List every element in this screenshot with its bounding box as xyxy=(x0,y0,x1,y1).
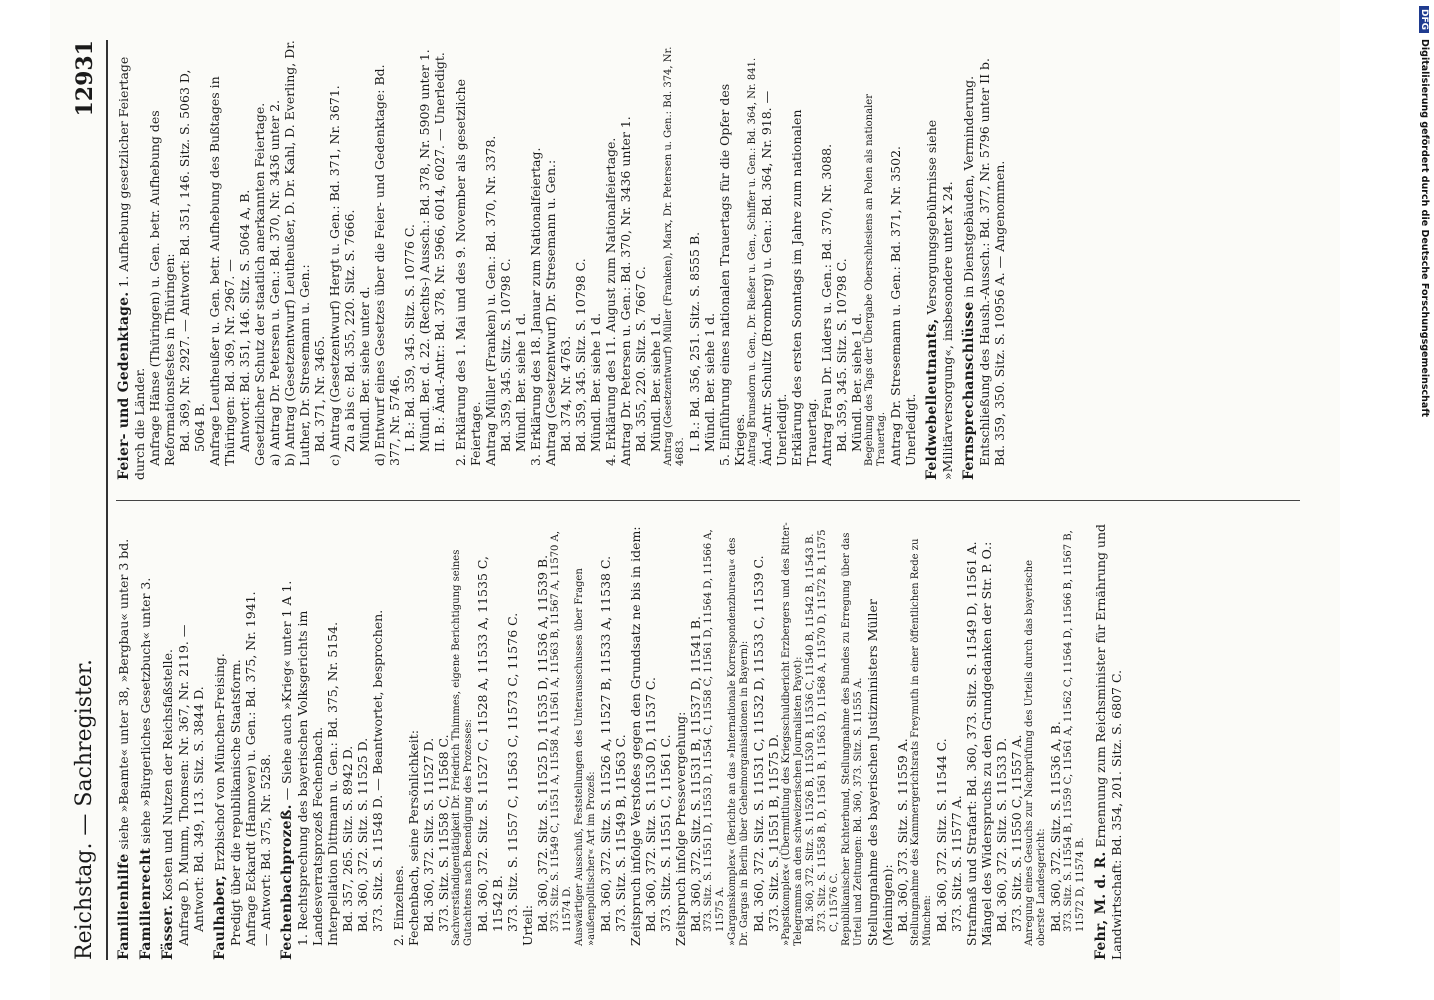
header-rule xyxy=(106,40,108,960)
entry-line: Auswärtiger Ausschuß, Feststellungen des Unterausschusses über Fragen »außenpolitischer« Art im Prozeß: xyxy=(574,568,597,946)
entry-first-line: — Siehe auch »Krieg« unter 1 A 1. xyxy=(279,580,294,801)
entry-line: Bd. 360, 372. Sitz. S. 11530 D, 11537 C. xyxy=(643,676,658,932)
entry-line: I. B.: Bd. 359, 345. Sitz. S. 10776 C. xyxy=(402,224,417,452)
entry-line: Bd. 371, Nr. 3465. xyxy=(312,335,327,452)
entry-first-line: Versorgungsgebührnisse siehe »Militärversorgung«, insbesondere unter X 24. xyxy=(924,119,955,480)
entry-line: 4. Erklärung des 11. August zum Nationalfeiertage. xyxy=(603,137,618,466)
entry-line: Bd. 369, Nr. 2927. — Antwort: Bd. 351, 146. Sitz. S. 5063 D, 5064 B. xyxy=(177,69,207,452)
entry-line: Mündl. Ber. siehe 1 d. xyxy=(513,312,528,452)
entry-line: Bd. 360, 373. Sitz. S. 11559 A. xyxy=(895,738,910,932)
entry-line: Antrag Dr. Petersen u. Gen.: Bd. 370, Nr. 3436 unter 1. xyxy=(618,116,633,466)
entry-lemma: Faulhaber, xyxy=(212,875,228,960)
entry-line: Urteil: xyxy=(520,904,535,946)
entry-line: Antrag (Gesetzentwurf) Dr. Stresemann u. Gen.: xyxy=(543,159,558,466)
register-entry xyxy=(116,520,132,960)
entry-first-line: Erzbischof von München-Freising. xyxy=(212,653,227,872)
entry-line: b) Antrag (Gesetzentwurf) Leutheußer, D. Dr. Kahl, D. Everling, Dr. Luther, Dr. Stresemann u. Gen.: xyxy=(282,40,312,466)
entry-first-line: siehe »Bürgerliches Gesetzbuch« unter 3. xyxy=(138,577,153,844)
entry-line: Unerledigt. xyxy=(903,393,918,466)
entry-line: Antrag (Gesetzentwurf) Müller (Franken), Marx, Dr. Petersen u. Gen.: Bd. 374, Nr. 4683. xyxy=(663,46,686,466)
entry-line: Bd. 360, 372. Sitz. S. 11531 C, 11532 D, 11533 C, 11539 C. xyxy=(751,555,766,932)
entry-line: Bd. 359, 345. Sitz. S. 10798 C. xyxy=(834,258,849,452)
entry-line: Bd. 359, 345. Sitz. S. 10798 C. xyxy=(498,258,513,452)
page-number: 12931 xyxy=(72,40,98,117)
sidebar-text-wrap xyxy=(1419,6,1430,996)
register-entry xyxy=(279,520,385,960)
entry-line: Antwort: Bd. 351, 146. Sitz. S. 5064 A, B. xyxy=(237,189,252,452)
dfg-logo: DFG xyxy=(1419,6,1429,33)
entry-line: c) Antrag (Gesetzentwurf) Hergt u. Gen.: Bd. 371, Nr. 3671. xyxy=(327,85,342,466)
rotated-document-page xyxy=(50,0,1340,1000)
entry-line: Fechenbach, seine Persönlichkeit: xyxy=(406,729,421,946)
entry-line: Bd. 374, Nr. 4763. xyxy=(558,335,573,452)
left-column xyxy=(116,520,1310,960)
digitization-sidebar xyxy=(1408,6,1430,996)
entry-line: Anfrage Hänse (Thüringen) u. Gen. betr. Aufhebung des Reformationsfestes in Thüringen: xyxy=(147,110,177,466)
entry-line: Entschließung des Haush.-Aussch.: Bd. 377, Nr. 5796 unter II b. Bd. 359, 350. Sitz. S. 10956 A. — Angenommen. xyxy=(977,58,1007,466)
entry-line: Änd.-Antr. Schultz (Bromberg) u. Gen.: Bd. 364, Nr. 918. — Unerledigt. xyxy=(759,90,789,466)
entry-line: Mündl. Ber. siehe 1 d. xyxy=(648,312,663,452)
entry-line: 5. Einführung eines nationalen Trauertags für die Opfer des Krieges. xyxy=(717,83,747,466)
entry-first-line: Ernennung zum Reichsminister für Ernährung und Landwirtschaft: Bd. 354, 201. Sitz. S. 6807 C. xyxy=(1093,523,1124,960)
entry-line: Anregung eines Gesuchs zur Nachprüfung des Urteils durch das bayerische oberste Landesgericht: xyxy=(1024,559,1047,946)
entry-lemma: Fässer. xyxy=(160,904,176,960)
entry-first-line: in Dienstgebäuden, Verminderung. xyxy=(961,75,976,298)
entry-line: 373. Sitz. S. 11549 C, 11551 A, 11558 A, 11561 A, 11563 B, 11567 A, 11570 A, 11574 D. xyxy=(550,531,573,932)
entry-line: 373. Sitz. S. 11577 A. xyxy=(949,795,964,932)
entry-line: Bd. 359, 345. Sitz. S. 10798 C. xyxy=(573,258,588,452)
column-divider xyxy=(116,500,1300,501)
entry-line: 373. Sitz. S. 11557 C, 11563 C, 11573 C, 11576 C. xyxy=(505,612,520,932)
entry-line: Bd. 360, 372. Sitz. S. 11525 D. xyxy=(355,737,370,932)
entry-line: Anfrage D. Mumm, Thomsen: Nr. 367, Nr. 2119. — xyxy=(176,624,191,946)
entry-lemma: Feier- und Gedenktage. xyxy=(116,291,132,480)
entry-line: Anfrage Leutheußer u. Gen. betr. Aufhebung des Bußtages in Thüringen: Bd. 369, Nr. 2967. — xyxy=(207,76,237,466)
entry-line: Stellungnahme des bayerischen Justizministers Müller (Meiningen): xyxy=(865,599,895,946)
entry-first-line: 1. Aufhebung gesetzlicher Feiertage durch die Länder. xyxy=(116,56,147,480)
entry-line: 373. Sitz. S. 11550 C, 11557 A. xyxy=(1009,734,1024,932)
entry-line: »Papstkomplex« (Übermittlung des Kriegsschuldbericht Erzbergers und des Ritter-Telegramms an den schweizerischen Journalisten Payot): xyxy=(781,522,804,946)
entry-line: I. B.: Bd. 356, 251. Sitz. S. 8555 B. xyxy=(687,231,702,452)
entry-line: 373. Sitz. S. 11548 D. — Beantwortet, besprochen. xyxy=(370,609,385,932)
entry-line: Antrag Brunsdorn u. Gen., Dr. Rießer u. Gen., Schiffer u. Gen.: Bd. 364, Nr. 841. xyxy=(747,57,758,466)
entry-line: »Garganskomplex« (Berichte an das »Internationale Korrespondenzbureau« des Dr. Gargas in Berlin über Geheimorganisationen in Bayern): xyxy=(727,537,750,946)
entry-line: 373. Sitz. S. 11551 B, 11575 D. xyxy=(766,733,781,932)
entry-line: Mündl. Ber. siehe 1 d. xyxy=(588,312,603,452)
entry-line: Antrag Dr. Stresemann u. Gen.: Bd. 371, Nr. 3502. xyxy=(888,145,903,466)
entry-line: Sachverständigentätigkeit Dr. Friedrich Thimmes, eigene Berichtigung seines Gutachtens nach Beendigung des Prozesses: xyxy=(451,549,474,946)
entry-line: — Antwort: Bd. 375, Nr. 5258. xyxy=(258,753,273,946)
entry-line: Anfrage Eckardt (Hannover) u. Gen.: Bd. 375, Nr. 1941. xyxy=(243,591,258,946)
register-entry xyxy=(961,40,1007,480)
entry-line: Bd. 360, 372. Sitz. S. 11536 A, B. xyxy=(1048,721,1063,932)
entry-line: 373. Sitz. S. 11558 C, 11568 C. xyxy=(436,734,451,932)
entry-lemma: Fechenbachprozeß. xyxy=(279,804,295,960)
entry-line: Bd. 355, 220. Sitz. S. 7667 C. xyxy=(633,266,648,452)
entry-lemma: Familienhilfe xyxy=(116,853,132,960)
register-entry xyxy=(924,40,955,480)
entry-line: Bd. 360, 372. Sitz. S. 11526 A, 11527 B, 11533 A, 11538 C. xyxy=(598,555,613,932)
entry-line: Begehung des Tags der Übergabe Oberschlesiens an Polen als nationaler Trauertag. xyxy=(864,93,887,466)
register-entry xyxy=(160,520,206,960)
register-entry xyxy=(453,40,918,480)
register-entry xyxy=(138,520,154,960)
entry-line: Bd. 360, 372. Sitz. S. 11531 B, 11537 D, 11541 B. xyxy=(688,616,703,932)
entry-line: 2. Erklärung des 1. Mai und des 9. November als gesetzliche Feiertage. xyxy=(453,79,483,466)
entry-line: Bd. 360, 372. Sitz. S. 11527 D. xyxy=(421,737,436,932)
entry-line: Antrag Müller (Franken) u. Gen.: Bd. 370, Nr. 3378. xyxy=(483,135,498,466)
entry-line: Mündl. Ber. siehe 1 d. xyxy=(702,312,717,452)
entry-first-line: siehe »Beamte« unter 38, »Bergbau« unter 3 bd. xyxy=(116,538,131,850)
page-header xyxy=(68,40,102,960)
entry-line: Erklärung des ersten Sonntags im Jahre zum nationalen Trauertag. xyxy=(789,109,819,466)
entry-line: Antrag Frau Dr. Lüders u. Gen.: Bd. 370, Nr. 3088. xyxy=(819,143,834,466)
entry-line: Bd. 357, 265. Sitz. S. 8942 D. xyxy=(340,745,355,932)
entry-line: 373. Sitz. S. 11551 D, 11553 D, 11554 C, 11558 C, 11561 D, 11564 D, 11566 A, 11575 A. xyxy=(703,529,726,932)
entry-line: 2. Einzelnes. xyxy=(391,865,406,946)
entry-first-line: Kosten und Nutzen der Reichsfaßstelle. xyxy=(160,649,175,901)
entry-line: Interpellation Dittmann u. Gen.: Bd. 375, Nr. 5154. xyxy=(325,621,340,946)
entry-lemma: Fernsprechanschlüsse xyxy=(961,301,977,480)
entry-line: 1. Rechtsprechung des bayerischen Volksgerichts im Landesverratsprozeß Fechenbach. xyxy=(295,610,325,946)
entry-line: 373. Sitz. S. 11558 B, D, 11561 B, 11563 D, 11568 A, 11570 D, 11572 B, 11575 C, 11576 C. xyxy=(817,529,840,932)
right-column xyxy=(116,40,1310,480)
register-entry xyxy=(391,520,1087,960)
entry-line: Stellungnahme des Kammergerichtsrats Freymuth in einer öffentlichen Rede zu München: xyxy=(910,538,933,946)
digitization-credit: Digitalisierung gefördert durch die Deutsche Forschungsgemeinschaft xyxy=(1419,39,1430,417)
entry-lemma: Familienrecht xyxy=(138,847,154,960)
entry-line: Bd. 360, 372. Sitz. S. 11533 D. xyxy=(994,737,1009,932)
entry-line: Bd. 360, 372. Sitz. S. 11527 C, 11528 A, 11533 A, 11535 C, 11542 B. xyxy=(475,556,505,932)
register-entry xyxy=(212,520,273,960)
entry-line: Mündl. Ber. d. 22. (Rechts-) Aussch.: Bd. 378, Nr. 5909 unter 1. xyxy=(417,49,432,452)
running-head: Reichstag. — Sachregister. xyxy=(72,659,97,960)
entry-line: Predigt über die republikanische Staatsform. xyxy=(228,659,243,946)
entry-line: Bd. 360, 372. Sitz. S. 11544 C. xyxy=(934,738,949,932)
entry-line: 373. Sitz. S. 11554 B, 11559 C, 11561 A, 11562 C, 11564 D, 11566 B, 11567 B, 11572 D, 11574 B. xyxy=(1063,530,1086,932)
entry-line: Republikanischer Richterbund, Stellungnahme des Bundes zu Erregung über das Urteil und Zeitungen: Bd. 360, 373. Sitz. S. 11555 A. xyxy=(841,532,864,946)
entry-line: Mängel des Widerspruchs zu den Grundgedanken der Str. P. O.: xyxy=(979,541,994,946)
entry-line: Mündl. Ber. siehe 1 d. xyxy=(849,312,864,452)
register-entry xyxy=(116,40,447,480)
entry-line: d) Entwurf eines Gesetzes über die Feier- und Gedenktage: Bd. 377, Nr. 5746. xyxy=(372,64,402,466)
entry-line: Zeitspruch infolge Pressevergehung: xyxy=(673,711,688,946)
entry-line: Bd. 360, 372. Sitz. S. 11526 B, 11530 B, 11536 C, 11540 B, 11542 B, 11543 B. xyxy=(805,533,816,932)
entry-line: Antwort: Bd. 349, 113. Sitz. S. 3844 D. xyxy=(191,686,206,932)
entry-line: Strafmaß und Strafart: Bd. 360, 373. Sitz. S. 11549 D, 11561 A. xyxy=(964,541,979,946)
entry-line: Mündl. Ber. siehe unter d. xyxy=(357,286,372,452)
entry-line: Gesetzlicher Schutz der staatlich anerkannten Feiertage. xyxy=(252,102,267,466)
entry-line: Zu a bis c: Bd. 355, 220. Sitz. S. 7666. xyxy=(342,209,357,452)
register-entry xyxy=(1093,520,1124,960)
entry-lemma: Fehr, M. d. R. xyxy=(1093,851,1109,960)
entry-line: Zeitspruch infolge Verstoßes gegen den Grundsatz ne bis in idem: xyxy=(628,526,643,946)
entry-line: 373. Sitz. S. 11549 B, 11563 C. xyxy=(613,734,628,932)
entry-line: 373. Sitz. S. 11551 C, 11561 C. xyxy=(658,734,673,932)
entry-line: II. B.: Änd.-Antr.: Bd. 378, Nr. 5966, 6014, 6027. — Unerledigt. xyxy=(432,52,447,452)
entry-lemma: Feldwebelleutnants, xyxy=(924,318,940,480)
entry-line: Bd. 360, 372. Sitz. S. 11525 D, 11535 D, 11536 A, 11539 B. xyxy=(535,554,550,932)
entry-line: 3. Erklärung des 18. Januar zum Nationalfeiertag. xyxy=(528,147,543,466)
entry-line: a) Antrag Dr. Petersen u. Gen.: Bd. 370, Nr. 3436 unter 2. xyxy=(267,99,282,466)
